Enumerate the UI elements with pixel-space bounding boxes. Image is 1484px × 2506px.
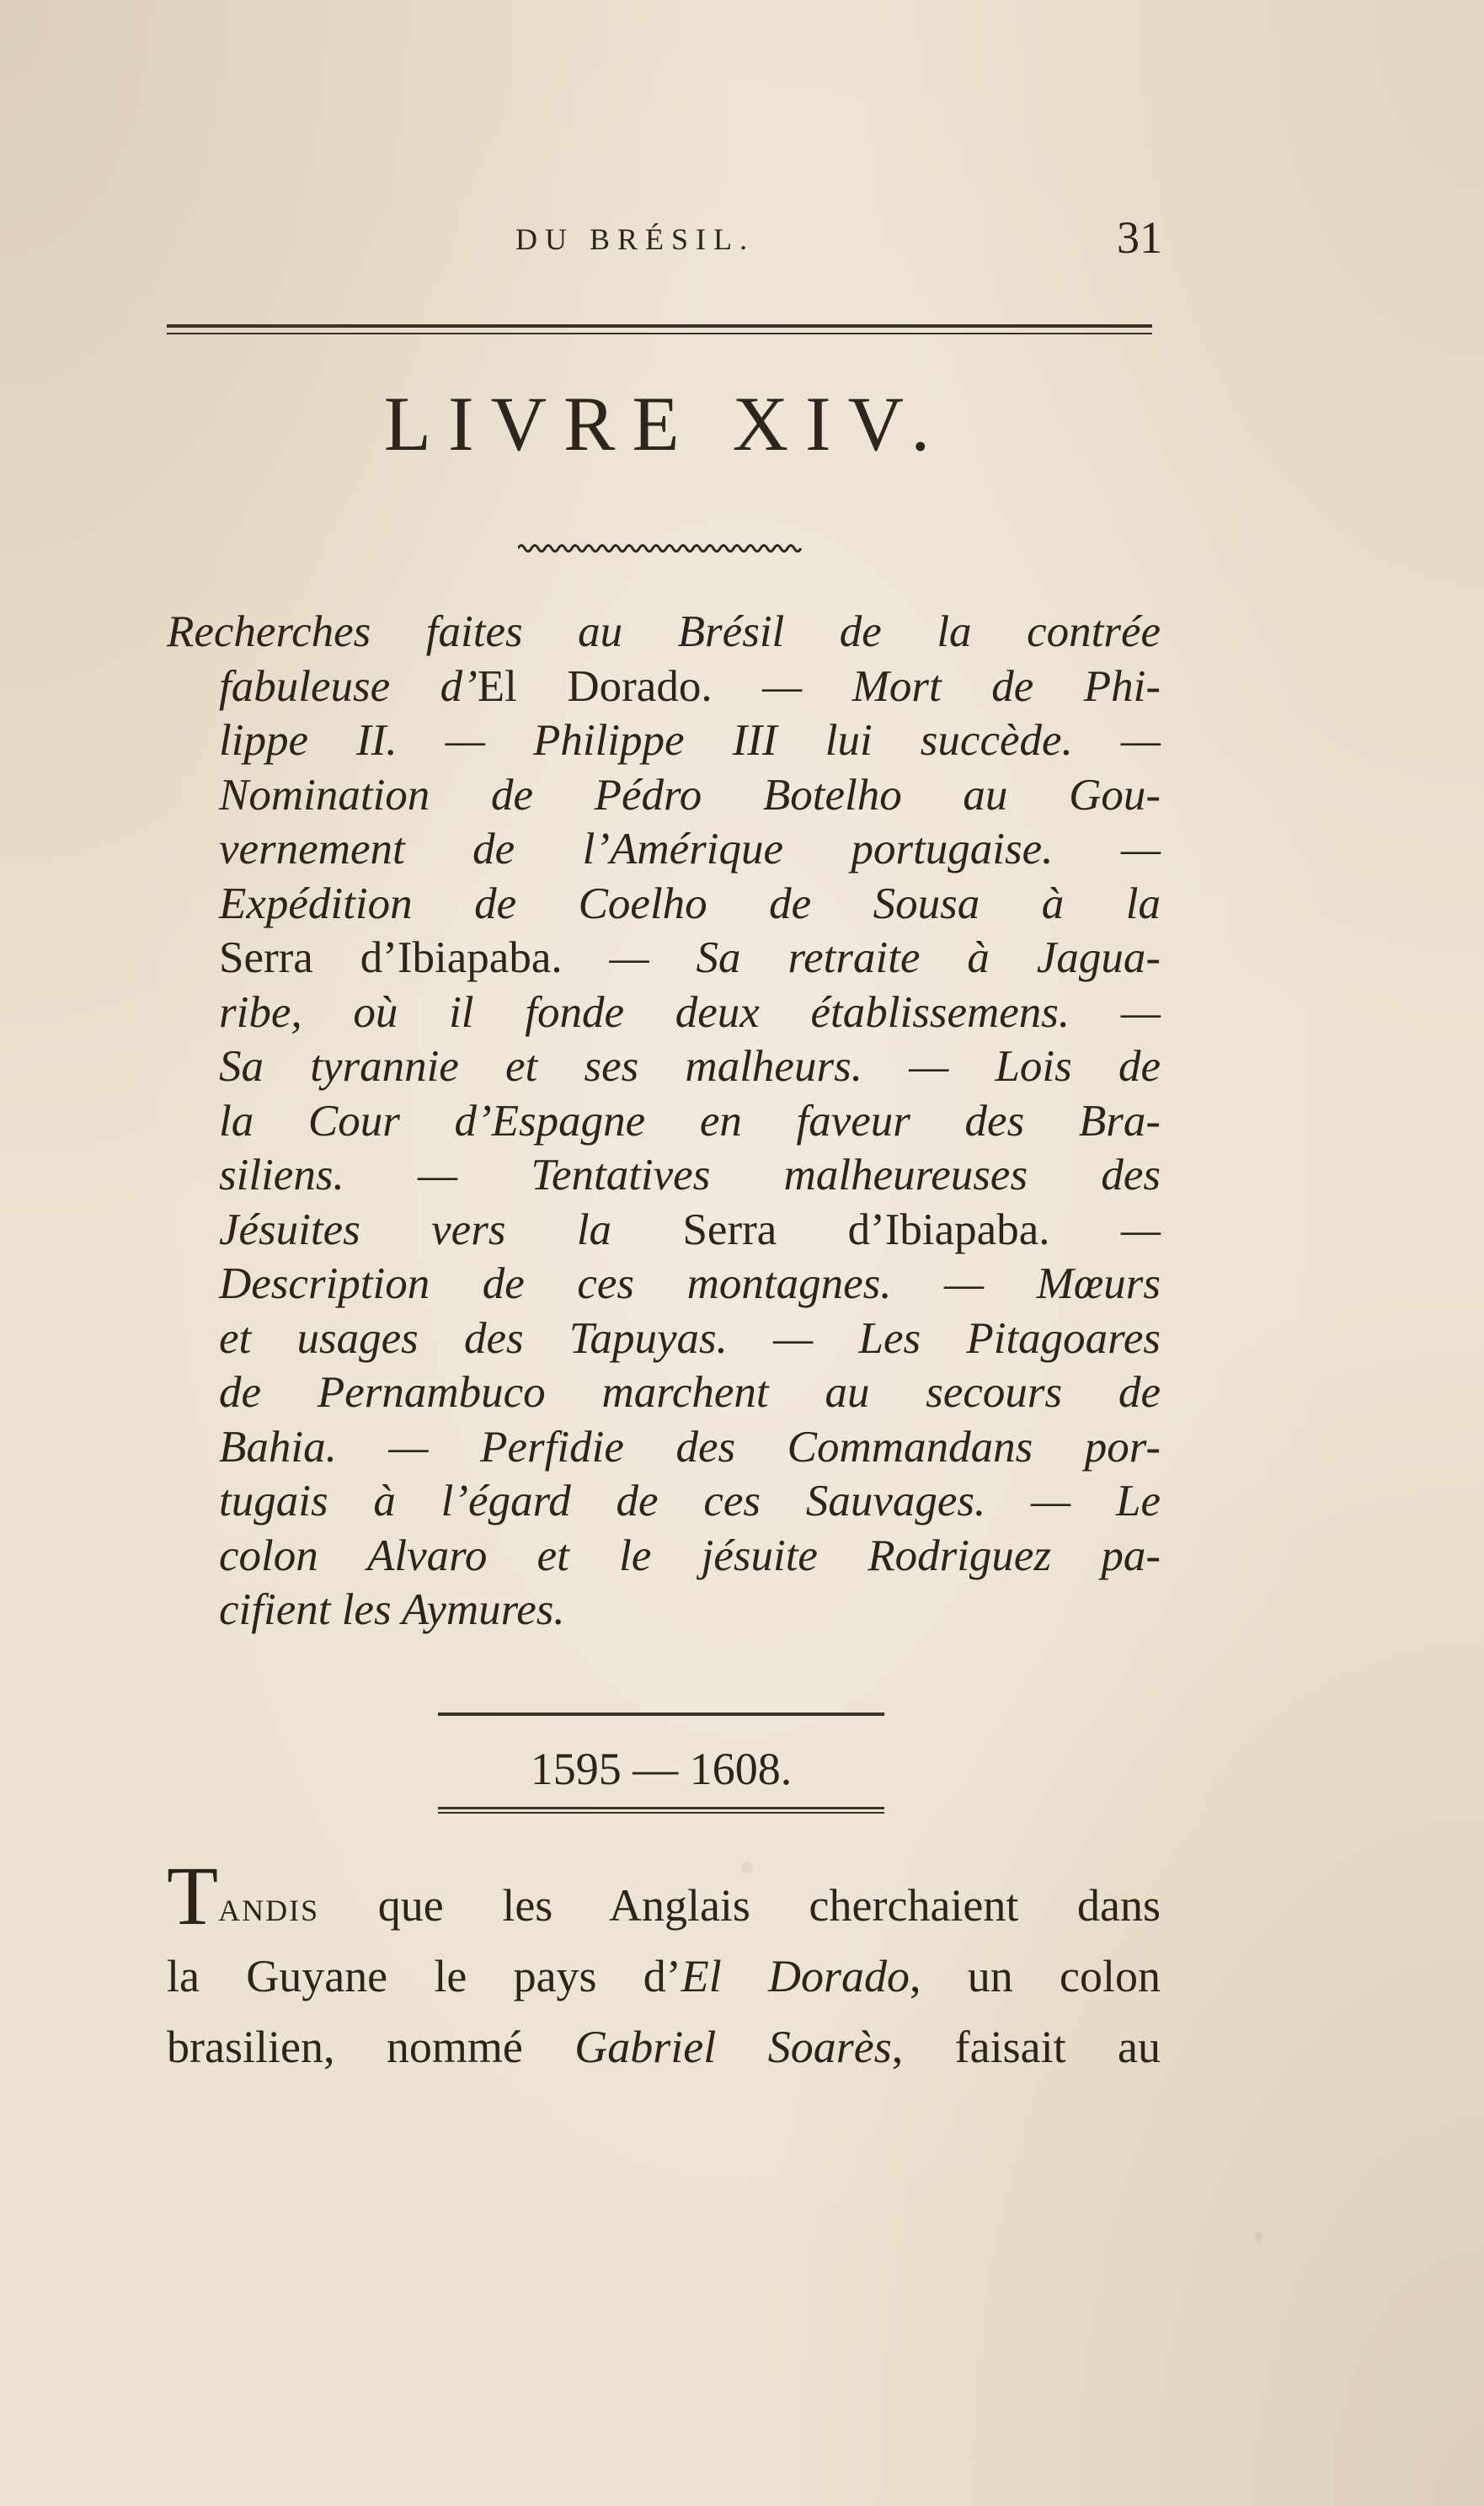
summary-line — [167, 1420, 1161, 1475]
date-block — [438, 1706, 884, 1815]
summary-italic-text: — — [1049, 1205, 1161, 1254]
summary-italic-text: de Pernambuco marchent au secours de — [219, 1368, 1161, 1417]
summary-line — [167, 1529, 1161, 1584]
body-text-span: que les Anglais cherchaient dans — [319, 1880, 1161, 1931]
book-title: LIVRE XIV. — [383, 381, 948, 467]
running-title: DU BRÉSIL. — [515, 222, 755, 256]
summary-line — [167, 1365, 1161, 1420]
summary-italic-text: ribe, où il fonde deux établissemens. — — [219, 987, 1161, 1037]
paper-stain — [1255, 2232, 1263, 2241]
body-text-span: la Guyane le pays d’ — [167, 1951, 681, 2001]
body-text — [167, 1849, 1161, 2082]
summary-line — [167, 1148, 1161, 1203]
summary-italic-text: — Sa retraite à Jagua- — [562, 933, 1161, 982]
summary-line — [167, 931, 1161, 986]
summary-roman-text: Serra d’Ibiapaba. — [219, 933, 563, 982]
chapter-summary — [167, 605, 1161, 1638]
body-text-span: , faisait au — [891, 2022, 1161, 2072]
body-line — [167, 1849, 1161, 1942]
summary-line — [167, 1257, 1161, 1312]
summary-line — [167, 877, 1161, 932]
body-line — [167, 1941, 1161, 2012]
summary-line — [167, 1312, 1161, 1366]
running-head — [168, 212, 1162, 274]
body-text-span: brasilien, nommé — [167, 2022, 575, 2072]
date-rule-bottom — [438, 1807, 884, 1814]
summary-italic-text: la Cour d’Espagne en faveur des Bra- — [219, 1096, 1161, 1146]
summary-line — [167, 986, 1161, 1040]
summary-italic-text: Nomination de Pédro Botelho au Gou- — [219, 770, 1161, 820]
summary-italic-text: Expédition de Coelho de Sousa à la — [219, 879, 1161, 928]
summary-italic-text: colon Alvaro et le jésuite Rodriguez pa- — [219, 1531, 1161, 1580]
summary-italic-text: — Mort de Phi- — [712, 661, 1161, 711]
summary-italic-text: Bahia. — Perfidie des Commandans por- — [219, 1422, 1161, 1472]
summary-italic-text: Jésuites vers la — [219, 1205, 683, 1254]
body-line — [167, 2012, 1161, 2082]
page-number: 31 — [1117, 212, 1162, 263]
date-rule-top — [438, 1713, 884, 1716]
body-text-span: , un colon — [910, 1951, 1161, 2001]
summary-line — [167, 822, 1161, 877]
summary-italic-text: vernement de l’Amérique portugaise. — — [219, 825, 1161, 874]
summary-line — [167, 768, 1161, 823]
italic-name: El Dorado — [681, 1951, 910, 2001]
summary-italic-text: cifient les Aymures. — [219, 1585, 565, 1634]
summary-roman-text: Serra d’Ibiapaba. — [682, 1205, 1050, 1254]
summary-italic-text: et usages des Tapuyas. — Les Pitagoares — [219, 1313, 1161, 1363]
drop-cap: T — [167, 1849, 219, 1942]
summary-line — [167, 1039, 1161, 1094]
summary-line — [167, 605, 1161, 660]
summary-line — [167, 1203, 1161, 1258]
summary-roman-text: El Dorado. — [477, 661, 713, 711]
summary-line — [167, 1094, 1161, 1149]
summary-italic-text: lippe II. — Philippe III lui succède. — — [219, 716, 1161, 765]
summary-line — [167, 660, 1161, 714]
small-caps-word: ANDIS — [218, 1894, 320, 1927]
date-range: 1595 — 1608. — [530, 1744, 793, 1794]
summary-line — [167, 1583, 1161, 1638]
wavy-ornament — [518, 541, 804, 556]
summary-italic-text: siliens. — Tentatives malheureuses des — [219, 1151, 1161, 1200]
summary-line — [167, 1474, 1161, 1529]
summary-line — [167, 713, 1161, 768]
summary-italic-text: Sa tyrannie et ses malheurs. — Lois de — [219, 1042, 1161, 1091]
summary-italic-text: fabuleuse d’ — [219, 661, 478, 711]
italic-name: Gabriel Soarès — [574, 2022, 892, 2072]
summary-italic-text: Recherches faites au Brésil de la contrée — [167, 607, 1161, 656]
summary-italic-text: tugais à l’égard de ces Sauvages. — Le — [219, 1477, 1161, 1526]
summary-italic-text: Description de ces montagnes. — Mœurs — [219, 1259, 1161, 1308]
header-double-rule — [167, 324, 1152, 334]
